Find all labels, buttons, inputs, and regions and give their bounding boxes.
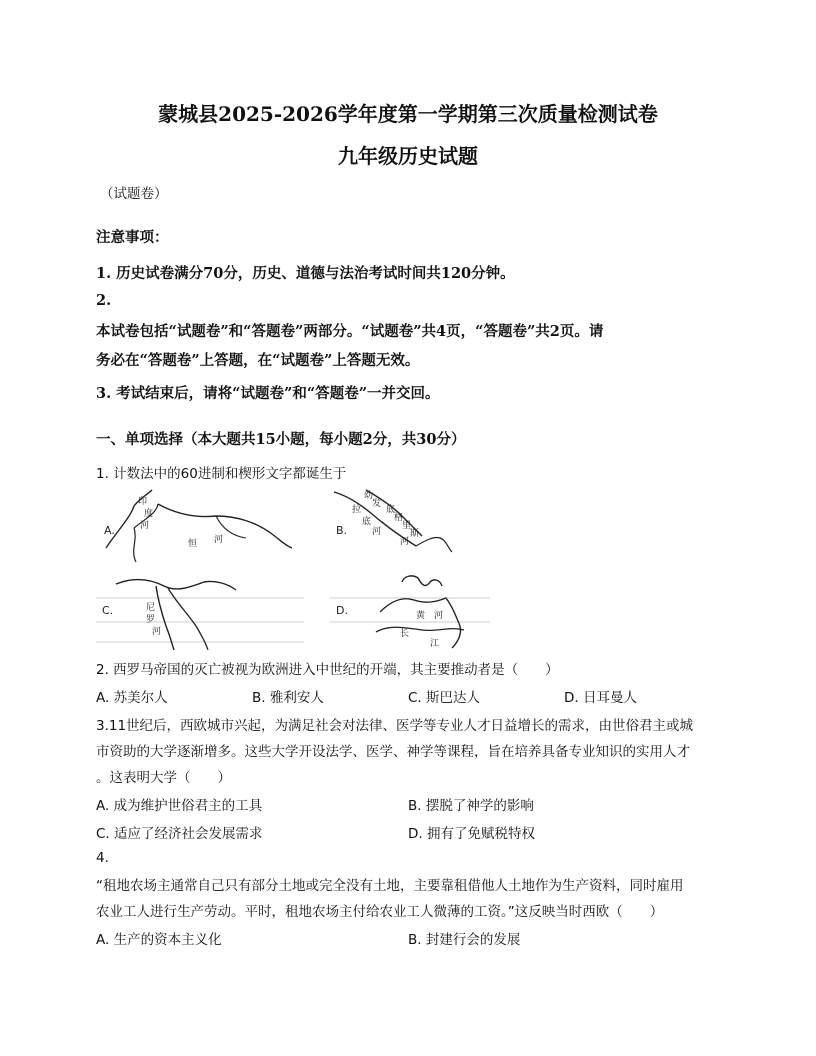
question-3-line-3: 。这表明大学（ ） [96,770,231,786]
q4-option-b[interactable]: B. 封建行会的发展 [408,932,521,948]
map-d-label: 黄 [416,611,426,621]
map-option-b[interactable] [330,486,460,556]
map-b-label: 拉 [352,505,362,515]
note-2-number: 2. [96,292,112,309]
map-c-label: 罗 [146,615,156,625]
map-a-label: 度 [144,509,154,519]
paper-type-label: （试题卷） [100,186,168,202]
map-b-label: 里 [402,521,412,531]
map-a-label: 河 [140,521,150,531]
q2-option-b[interactable]: B. 雅利安人 [252,690,324,706]
map-b-label: 底 [362,517,372,527]
question-4-number: 4. [96,850,109,866]
notes-heading: 注意事项： [96,229,169,246]
section-1-heading: 一、单项选择（本大题共15小题，每小题2分，共30分） [96,431,466,448]
map-c-label: 尼 [146,603,156,613]
question-3-line-1: 3.11世纪后，西欧城市兴起，为满足社会对法律、医学等专业人才日益增长的需求，由世俗君主或城 [96,718,694,734]
q2-option-a[interactable]: A. 苏美尔人 [96,690,168,706]
map-b-letter: B. [336,524,348,537]
question-2-stem: 2. 西罗马帝国的灭亡被视为欧洲进入中世纪的开端，其主要推动者是（ ） [96,662,559,678]
map-b-label: 斯 [410,529,420,539]
q3-option-a[interactable]: A. 成为维护世俗君主的工具 [96,798,263,814]
map-b-label: 发 [372,499,382,509]
map-d-label: 河 [434,611,444,621]
note-2-line-1: 本试卷包括“试题卷”和“答题卷”两部分。“试题卷”共4页，“答题卷”共2页。请 [96,323,604,340]
q3-option-d[interactable]: D. 拥有了免赋税特权 [408,826,535,842]
map-b-label: 河 [400,537,410,547]
question-4-line-2: 农业工人进行生产劳动。平时，租地农场主付给农业工人微薄的工资。”这反映当时西欧（ ） [96,904,664,920]
note-2-line-2: 务必在“答题卷”上答题，在“试题卷”上答题无效。 [96,352,420,369]
map-c-label: 河 [152,627,162,637]
map-a-label: 河 [214,535,224,545]
q4-option-a[interactable]: A. 生产的资本主义化 [96,932,222,948]
question-3-line-2: 市资助的大学逐渐增多。这些大学开设法学、医学、神学等课程，旨在培养具备专业知识的实用人才 [96,744,690,760]
map-d-label: 江 [430,639,440,649]
map-a-letter: A. [104,524,115,537]
question-4-line-1: “租地农场主通常自己只有部分土地或完全没有土地，主要靠租借他人土地作为生产资料，同时雇用 [96,878,684,894]
map-option-a[interactable] [96,488,296,570]
q3-option-c[interactable]: C. 适应了经济社会发展需求 [96,826,263,842]
exam-subtitle: 九年级历史试题 [338,144,478,168]
map-d-letter: D. [336,604,348,617]
note-3: 3. 考试结束后，请将“试题卷”和“答题卷”一并交回。 [96,385,440,402]
map-option-c[interactable] [96,574,304,650]
map-c-letter: C. [102,604,114,617]
map-a-label: 恒 [188,539,198,549]
map-option-d[interactable] [330,572,490,652]
note-1: 1. 历史试卷满分70分，历史、道德与法治考试时间共120分钟。 [96,265,515,282]
map-b-label: 格 [394,513,404,523]
q2-option-c[interactable]: C. 斯巴达人 [408,690,481,706]
exam-title: 蒙城县2025-2026学年度第一学期第三次质量检测试卷 [158,102,658,126]
map-a-label: 印 [138,497,148,507]
map-b-label: 河 [372,527,382,537]
map-b-label: 幼 [364,491,374,501]
map-d-label: 长 [400,629,410,639]
question-1-stem: 1. 计数法中的60进制和楔形文字都诞生于 [96,466,347,482]
q2-option-d[interactable]: D. 日耳曼人 [564,690,637,706]
q3-option-b[interactable]: B. 摆脱了神学的影响 [408,798,534,814]
map-b-label: 底 [386,505,396,515]
